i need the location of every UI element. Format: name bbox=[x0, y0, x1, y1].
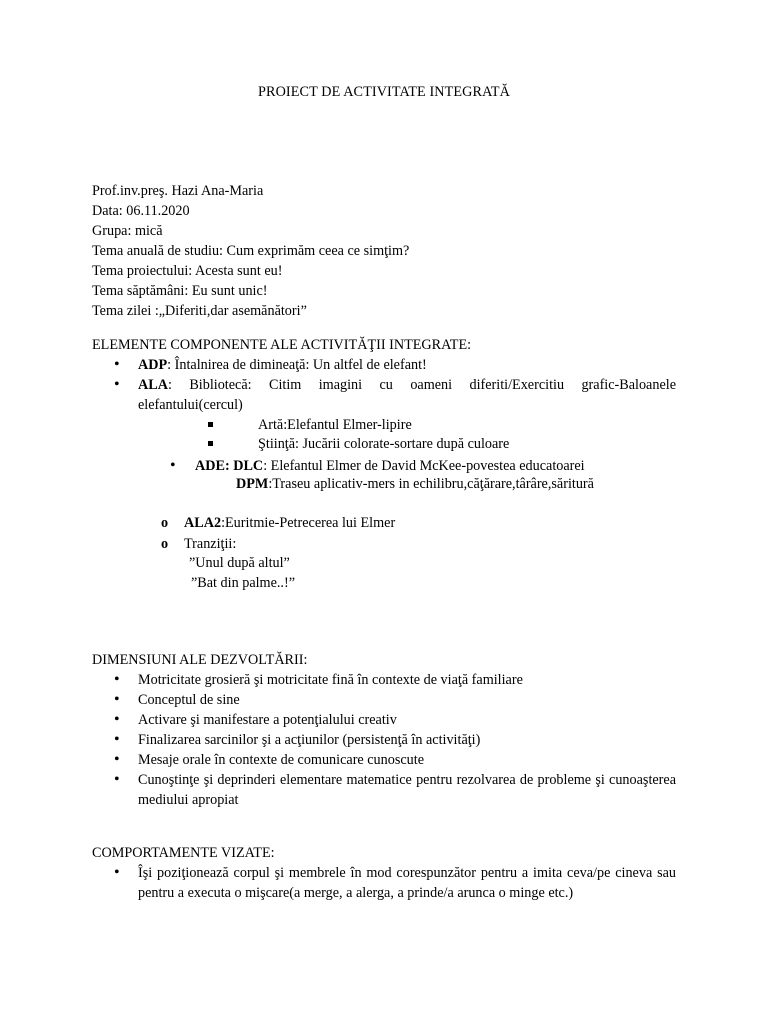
document-title: PROIECT DE ACTIVITATE INTEGRATĂ bbox=[258, 84, 510, 100]
ade-text: : Elefantul Elmer de David McKee-povestea educatoarei bbox=[263, 458, 585, 474]
meta-info bbox=[92, 181, 676, 321]
ala2-label: ALA2 bbox=[184, 515, 222, 531]
section-heading: DIMENSIUNI ALE DEZVOLTĂRII: bbox=[92, 652, 308, 668]
tranzitie-item: ”Bat din palme..!” bbox=[191, 575, 296, 591]
list-item: • Finalizarea sarcinilor şi a acţiunilor (persistenţă în activităţi) bbox=[92, 730, 676, 750]
bullet-icon: • bbox=[170, 457, 176, 474]
ala-text: : Bibliotecă: Citim imagini cu oameni diferiti/Exercitiu grafic-Baloanele elefantului(cercul) bbox=[138, 377, 676, 413]
circle-bullet-icon: o bbox=[161, 515, 169, 531]
ade-label: ADE: DLC bbox=[195, 458, 264, 474]
dpm-label: DPM bbox=[236, 476, 269, 492]
meta-teacher: Prof.inv.preş. Hazi Ana-Maria bbox=[92, 183, 264, 199]
section-components bbox=[92, 335, 676, 415]
meta-date: Data: 06.11.2020 bbox=[92, 203, 190, 219]
meta-project-theme: Tema proiectului: Acesta sunt eu! bbox=[92, 263, 283, 279]
list-item: • Îşi poziţionează corpul şi membrele în mod corespunzător pentru a imita ceva/pe cineva sau pentru a executa o mişcare(a merge, a alerga, a prinde/a arunca o minge etc.) bbox=[92, 863, 676, 903]
meta-day-theme: Tema zilei :„Diferiti,dar asemănători” bbox=[92, 303, 307, 319]
list-item: • Cunoştinţe şi deprinderi elementare matematice pentru rezolvarea de probleme şi cunoaşterea mediului apropiat bbox=[92, 770, 676, 810]
list-item: • Motricitate grosieră şi motricitate fină în contexte de viaţă familiare bbox=[92, 670, 676, 690]
list-item: • Activare şi manifestare a potenţialului creativ bbox=[92, 710, 676, 730]
list-item: • Mesaje orale în contexte de comunicare cunoscute bbox=[92, 750, 676, 770]
square-bullet-icon bbox=[208, 422, 213, 427]
section-dimensions bbox=[92, 650, 676, 810]
ala-label: ALA bbox=[138, 377, 168, 393]
meta-annual-theme: Tema anuală de studiu: Cum exprimăm ceea ce simţim? bbox=[92, 243, 410, 259]
section-heading: ELEMENTE COMPONENTE ALE ACTIVITĂŢII INTEGRATE: bbox=[92, 337, 472, 353]
section-behaviors bbox=[92, 843, 676, 903]
meta-group: Grupa: mică bbox=[92, 223, 163, 239]
document-page: PROIECT DE ACTIVITATE INTEGRATĂ Prof.inv.preş. Hazi Ana-Maria Data: 06.11.2020 Grupa: mică Tema anuală de studiu: Cum exprimăm ceea ce simţim? Tema proiectului: Acesta sunt eu! Tema săptămâni: Eu sunt unic! Tema zilei :„Diferiti,dar asemănători” ELEMENTE COMPONENTE ALE ACTIVITĂŢII INTEGRATE: • ADP: Întalnirea de dimineaţă: Un altfel de elefant! • ALA: Bibliotecă: Citim imagini cu oameni diferiti/Exercitiu grafic-Baloanele elefantului(cercul) Artă:Elefantul Elmer-lipire Ştiinţă: Jucării colorate-sortare după culoare • ADE: DLC: Elefantul Elmer de David McKee-povestea educatoarei DPM:Traseu aplicativ-mers in echilibru,căţărare,târâre,săritură o ALA2:Euritmie-Petrecerea lui Elmer o Tranziţii: ”Unul după altul” ”Bat din palme..!” DIMENSIUNI ALE DEZVOLTĂRII: • Motricitate grosieră şi motricitate fină în contexte de viaţă familiare • Conceptul de sine • Activare şi manifestare a potenţialului creativ • Finalizarea sarcinilor şi a acţiunilor (persistenţă în activităţi) • Mesaje orale în contexte de comunicare cunoscute • Cunoştinţe şi deprinderi elementare matematice pentru rezolvarea de probleme şi cunoaşterea mediului apropiat COMPORTAMENTE VIZATE: • Îşi poziţionează corpul şi membrele în mod corespunzător pentru a imita ceva/pe cineva sau pentru a executa o mişcare(a merge, a alerga, a prinde/a arunca o minge etc.) bbox=[0, 0, 768, 1024]
adp-label: ADP bbox=[138, 357, 168, 373]
dpm-line bbox=[236, 474, 594, 494]
ala2-text: :Euritmie-Petrecerea lui Elmer bbox=[221, 515, 396, 531]
circle-bullet-icon: o bbox=[161, 536, 169, 552]
list-item: • Conceptul de sine bbox=[92, 690, 676, 710]
section-heading: COMPORTAMENTE VIZATE: bbox=[92, 845, 275, 861]
square-bullet-icon bbox=[208, 441, 213, 446]
dpm-text: :Traseu aplicativ-mers in echilibru,căţărare,târâre,săritură bbox=[268, 476, 594, 492]
tranzitie-item: ”Unul după altul” bbox=[189, 555, 290, 571]
list-item-ala bbox=[92, 375, 676, 415]
tranzitii-label: Tranziţii: bbox=[184, 536, 237, 552]
meta-week-theme: Tema săptămâni: Eu sunt unic! bbox=[92, 283, 268, 299]
adp-text: : Întalnirea de dimineaţă: Un altfel de elefant! bbox=[167, 357, 427, 373]
list-item-adp bbox=[92, 355, 676, 375]
